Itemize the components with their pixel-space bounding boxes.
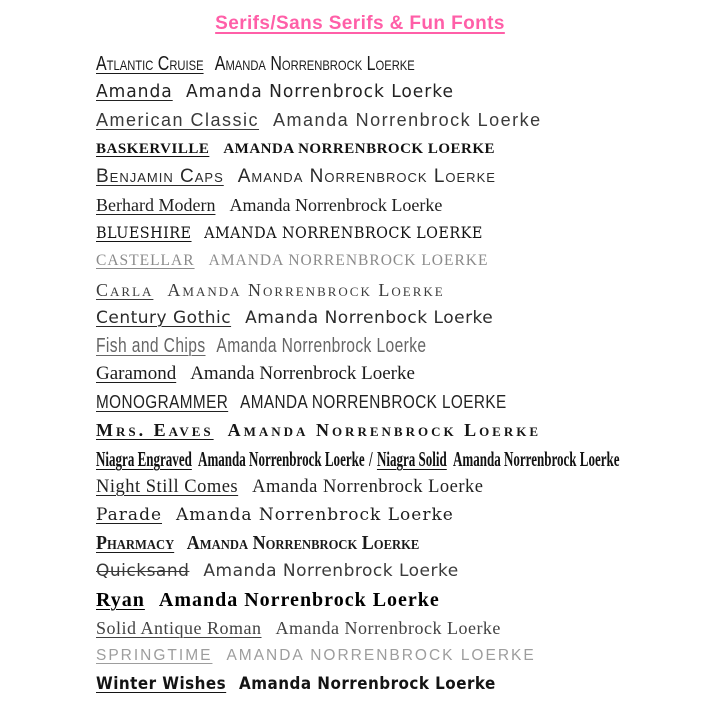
font-row-benjamin-caps	[96, 163, 720, 191]
font-sample-text: Amanda Norrenbrock Loerke	[239, 674, 496, 694]
font-name-label: Niagra Engraved	[96, 446, 192, 471]
font-name-label: Atlantic Cruise	[96, 53, 204, 75]
font-sample-text: Amanda Norrenbrock Loerke	[273, 110, 542, 131]
font-name-label: Fish and Chips	[96, 334, 206, 357]
font-name-label: Parade	[96, 505, 163, 525]
font-sample-text: Amanda Norrenbrock Loerke	[227, 420, 542, 441]
row-content	[96, 445, 620, 473]
font-name-label: CASTELLAR	[96, 252, 195, 270]
font-row-night-still-comes	[96, 473, 720, 501]
font-sample-text: Amanda Norrenbrock Loerke	[229, 194, 443, 215]
font-name-label: Ryan	[96, 588, 145, 611]
font-sample-text: Amanda Norrenbrock Loerke	[252, 476, 484, 497]
font-sample-text: Amanda Norrenbrock Loerke	[198, 446, 365, 471]
row-content	[96, 501, 454, 529]
row-content	[96, 106, 542, 134]
row-content	[96, 276, 445, 304]
font-name-label: Century Gothic	[96, 307, 232, 328]
font-row-parade	[96, 501, 720, 529]
font-sample-text: AMANDA NORRENBROCK LOERKE	[240, 392, 507, 413]
row-content	[96, 586, 440, 614]
font-row-amanda	[96, 78, 720, 106]
font-list	[96, 50, 720, 698]
font-row-pharmacy	[96, 529, 720, 557]
font-name-label: Winter Wishes	[96, 674, 227, 694]
row-content	[96, 50, 415, 78]
font-row-quicksand	[96, 557, 720, 585]
font-sample-text: AMANDA NORRENBROCK LOERKE	[223, 140, 496, 157]
font-name-label: Garamond	[96, 363, 177, 385]
font-name-label: Night Still Comes	[96, 476, 239, 497]
row-content	[96, 473, 483, 501]
font-sample-text: Amanda Norrenbrock Loerke	[186, 532, 420, 555]
row-content	[96, 304, 493, 332]
font-sample-text: Amanda Norrenbrock Loerke	[216, 334, 427, 357]
font-sample-text: Amanda Norrenbrock Loerke	[186, 81, 454, 103]
row-content	[96, 191, 442, 219]
font-sample-text: Amanda Norrenbrock Loerke	[237, 165, 496, 187]
font-name-label: BLUESHIRE	[96, 223, 192, 243]
font-sample-text: Amanda Norrenbrock Loerke	[275, 617, 501, 638]
font-name-label: Amanda	[96, 81, 173, 103]
row-content	[96, 670, 496, 698]
font-sample-text: Amanda Norrenbrock Loerke	[167, 279, 445, 300]
font-row-carla	[96, 276, 720, 304]
font-sample-text: Amanda Norrenbrock Loerke	[176, 505, 454, 525]
font-name-label: SPRINGTIME	[96, 646, 213, 664]
font-row-garamond	[96, 360, 720, 388]
row-content	[96, 219, 483, 247]
font-row-castellar	[96, 247, 720, 275]
font-row-solid-antique-roman	[96, 614, 720, 642]
page-title: Serifs/Sans Serifs & Fun Fonts	[215, 13, 505, 34]
font-row-baskerville	[96, 135, 720, 163]
font-row-mrs-eaves	[96, 416, 720, 444]
font-name-label: Mrs. Eaves	[96, 420, 214, 441]
font-sample-text: Amanda Norrenbrock Loerke	[158, 588, 440, 611]
row-content	[96, 388, 507, 416]
font-row-ryan	[96, 586, 720, 614]
font-name-label: American Classic	[96, 110, 260, 131]
row-content	[96, 78, 454, 106]
font-name-label: Carla	[96, 279, 154, 300]
font-row-monogrammer	[96, 388, 720, 416]
font-sample-text: AMANDA NORRENBROCK LOERKE	[226, 646, 536, 664]
row-content	[96, 163, 496, 191]
font-row-atlantic-cruise	[96, 50, 720, 78]
font-sample-text: AMANDA NORRENBROCK LOERKE	[204, 223, 483, 243]
row-content	[96, 614, 501, 642]
font-row-fish-and-chips	[96, 332, 720, 360]
row-content	[96, 247, 488, 275]
slash-separator: /	[368, 446, 373, 471]
font-sample-text: Amanda Norrenbrock Loerke	[214, 53, 415, 75]
font-name-label: MONOGRAMMER	[96, 392, 229, 413]
row-content	[96, 360, 415, 388]
font-name-label: Benjamin Caps	[96, 165, 224, 187]
font-sample-text: Amanda Norrenbrock Loerke	[190, 363, 415, 385]
font-name-label: Niagra Solid	[376, 446, 447, 471]
font-row-winter-wishes	[96, 670, 720, 698]
font-row-blueshire	[96, 219, 720, 247]
row-content	[96, 332, 426, 360]
row-content	[96, 416, 541, 444]
font-row-niagra	[96, 445, 720, 473]
font-sample-text: AMANDA NORRENBROCK LOERKE	[208, 252, 489, 270]
font-row-century-gothic	[96, 304, 720, 332]
font-sample-text: Amanda Norrenbrock Loerke	[203, 561, 459, 582]
font-sample-text: Amanda Norrenbrock Loerke	[452, 446, 620, 471]
font-name-label: Solid Antique Roman	[96, 617, 262, 638]
font-name-label: Quicksand	[96, 561, 190, 582]
font-row-springtime	[96, 642, 720, 670]
font-name-label: Pharmacy	[96, 532, 175, 555]
font-name-label: Berhard Modern	[96, 194, 216, 215]
font-row-berhard-modern	[96, 191, 720, 219]
row-content	[96, 557, 459, 585]
font-row-american-classic	[96, 106, 720, 134]
font-name-label: BASKERVILLE	[96, 140, 210, 157]
row-content	[96, 642, 536, 670]
row-content	[96, 529, 419, 557]
row-content	[96, 135, 495, 163]
font-sample-text: Amanda Norrenbock Loerke	[245, 307, 494, 328]
